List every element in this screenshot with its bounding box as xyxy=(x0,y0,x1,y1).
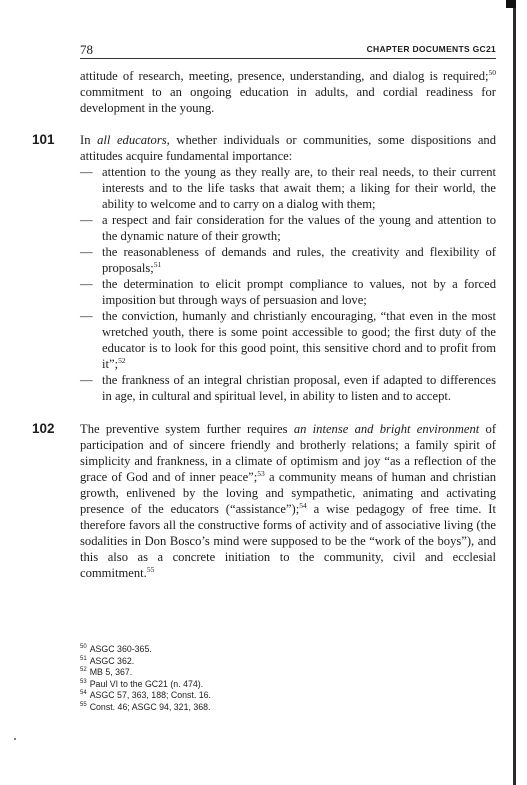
footnote: $^{52}$ MB 5, 367. xyxy=(80,667,133,677)
list-item: — attention to the young as they really are, to their real needs, to their current interests and to the life tasks that await them; a liking for their world, the ability to welcome and to carry on a dialog with them; xyxy=(80,164,496,212)
paragraph-number: 102 xyxy=(32,421,55,436)
running-head: CHAPTER DOCUMENTS GC21 xyxy=(366,44,496,54)
page-edge-shadow xyxy=(513,0,516,785)
list-item: — the reasonableness of demands and rules, the creativity and flexibility of proposals;$^{51}$ xyxy=(80,244,496,276)
footnote-ref: 55 xyxy=(146,564,155,574)
footnote: $^{55}$ Const. 46; ASGC 94, 321, 368. xyxy=(80,701,211,712)
page-number: 78 xyxy=(80,42,93,57)
footnote-ref: 50 xyxy=(488,67,496,77)
paragraph-lead xyxy=(80,132,496,164)
footnote: $^{54}$ ASGC 57, 363, 188; Const. 16. xyxy=(80,690,211,700)
paragraph-102 xyxy=(32,421,497,581)
lead-emphasis: all educators, xyxy=(97,133,170,147)
footnotes xyxy=(80,644,496,713)
list-item: — the frankness of an integral christian proposal, even if adapted to differences in age, in cultural and spiritual level, in ability to listen and to accept. xyxy=(80,372,496,404)
emphasis: an intense and bright environment xyxy=(293,422,480,436)
list-item: — a respect and fair consideration for the values of the young and attention to the dynamic nature of their growth; xyxy=(80,212,496,244)
footnote: $^{53}$ Paul VI to the GC21 (n. 474). xyxy=(80,678,204,689)
footnote: $^{51}$ ASGC 362. xyxy=(80,655,135,666)
footnote: $^{50}$ ASGC 360-365. xyxy=(80,644,152,654)
list-item: — the conviction, humanly and christianly encouraging, “that even in the most wretched youth, there is some point accessible to good; the first duty of the educator is to look for this good point, this sensitive chord and to profit from it”;$^{52}$ xyxy=(80,308,496,372)
intro-text-1: attitude of research, meeting, presence, understanding, and dialog is required; xyxy=(80,69,489,83)
page-corner-mark xyxy=(506,0,516,8)
intro-paragraph xyxy=(80,68,496,116)
paragraph-text: The preventive system further requires an intense and bright environment of participation and of sincere friendly and brotherly relations; a family spirit of simplicity and frankness, in a climate of optimism and joy “as a reflection of the grace of God and of inner peace”;$^{53}$ a community means of human and christian growth, enlivened by the loving and sympathetic, animating and activating presence of the educators (“assistance”);$^{54}$ a wise pedagogy of free time. It therefore favors all the constructive forms of activity and of associative living (the sodalities in Don Bosco’s mind were supposed to be the “work of the boys”), and this also as a concrete initiation to the community, civil and ecclesial commitment.$^{55}$ xyxy=(80,422,497,580)
scan-speck xyxy=(14,738,16,740)
dispositions-list xyxy=(80,164,496,404)
lead-text-cont: whether individuals or communities, some dispositions and attitudes acquire fundamental importance: xyxy=(80,133,497,163)
intro-text-2: commitment to an ongoing education in adults, and cordial readiness for development in the young. xyxy=(80,85,496,115)
list-item: — the determination to elicit prompt compliance to values, not by a forced imposition but through ways of persuasion and love; xyxy=(80,276,496,308)
page-body xyxy=(32,67,497,581)
page-header xyxy=(80,42,496,59)
footnote-ref: 53 xyxy=(257,468,265,478)
paragraph-number: 101 xyxy=(32,132,55,147)
lead-text: In xyxy=(80,133,98,147)
footnote-ref: 54 xyxy=(299,500,307,510)
paragraph-101 xyxy=(32,132,497,404)
